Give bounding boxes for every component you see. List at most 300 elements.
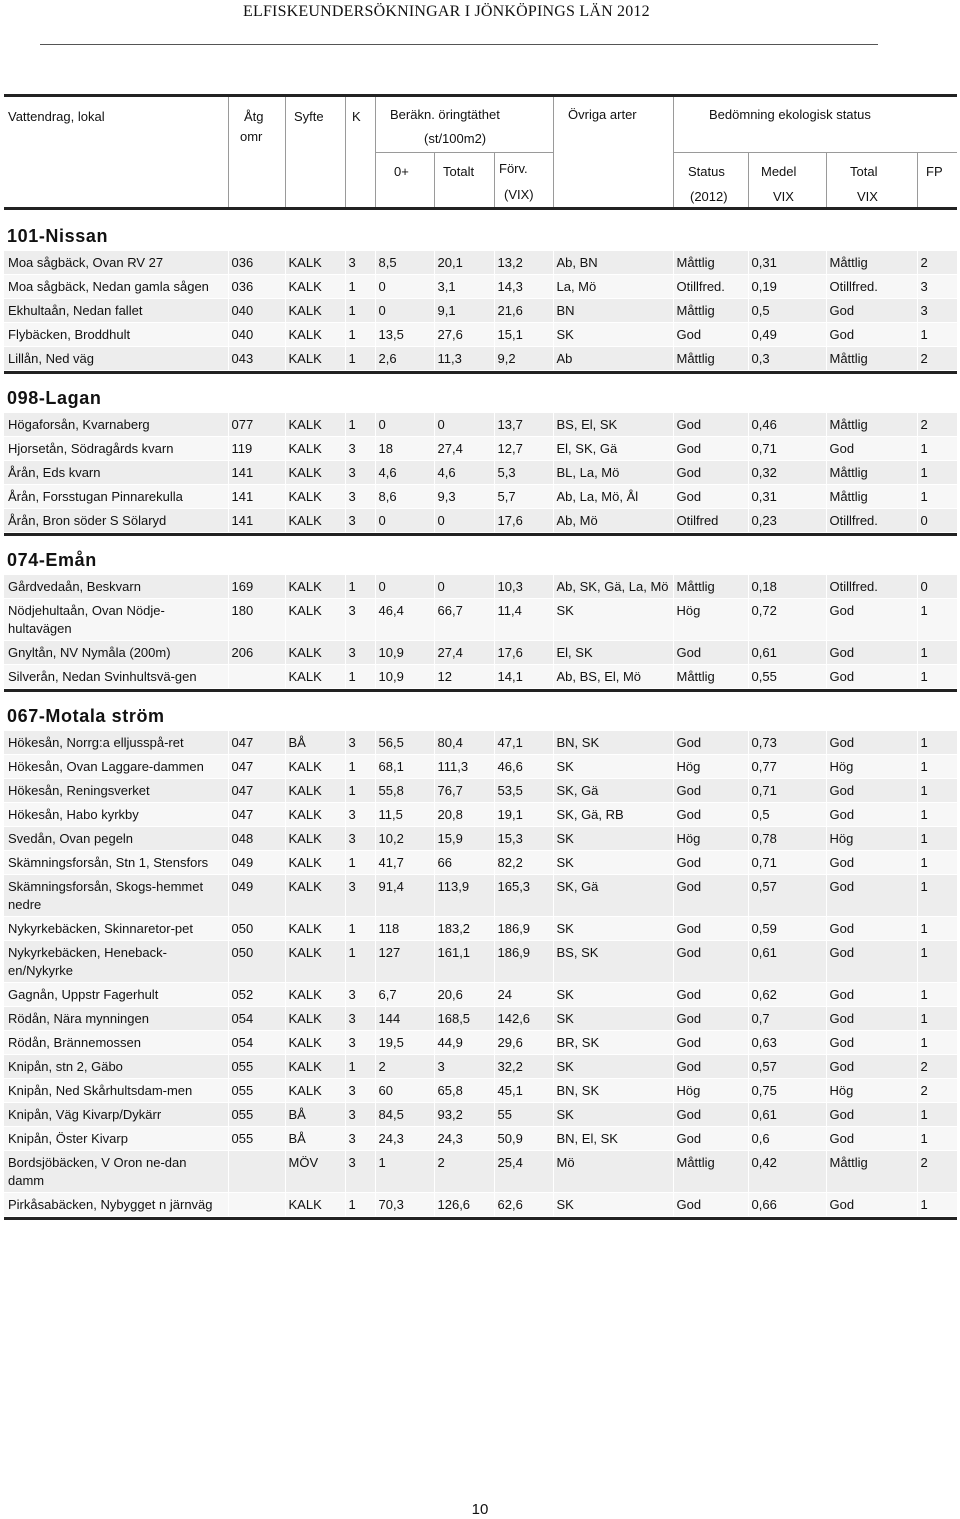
table-cell: 15,1 [494, 323, 553, 347]
header-top-rule [4, 94, 957, 97]
table-cell: 036 [228, 275, 285, 299]
table-cell: KALK [285, 299, 345, 323]
table-cell: 3 [345, 1103, 375, 1127]
table-cell: Flybäcken, Broddhult [4, 323, 228, 347]
table-cell: SK [553, 1103, 673, 1127]
table-cell: 118 [375, 917, 434, 941]
col-total: Total [850, 164, 878, 179]
table-cell: 0 [375, 413, 434, 437]
table-row [4, 755, 957, 779]
table-cell: 14,1 [494, 665, 553, 689]
table-cell: 10,9 [375, 641, 434, 665]
table-cell: 141 [228, 509, 285, 533]
table-row [4, 437, 957, 461]
table-cell: 20,8 [434, 803, 494, 827]
table-cell: 53,5 [494, 779, 553, 803]
table-cell: SK [553, 323, 673, 347]
table-cell: Rödån, Brännemossen [4, 1031, 228, 1055]
table-cell: God [826, 641, 917, 665]
table-cell: 93,2 [434, 1103, 494, 1127]
table-cell: 0,5 [748, 803, 826, 827]
table-cell: BN [553, 299, 673, 323]
table-cell: 048 [228, 827, 285, 851]
table-cell: 055 [228, 1127, 285, 1151]
table-cell: Måttlig [673, 665, 748, 689]
table-cell: KALK [285, 755, 345, 779]
table-cell: 0,32 [748, 461, 826, 485]
table-cell: SK [553, 1055, 673, 1079]
table-cell: 0,66 [748, 1193, 826, 1217]
table-cell: 1 [917, 437, 957, 461]
table-cell: God [826, 1103, 917, 1127]
table-cell: 11,5 [375, 803, 434, 827]
table-cell: 13,2 [494, 251, 553, 275]
table-cell: El, SK [553, 641, 673, 665]
table-cell: Lillån, Ned väg [4, 347, 228, 371]
table-cell: 0,23 [748, 509, 826, 533]
table-cell: 12,7 [494, 437, 553, 461]
table-cell: 050 [228, 941, 285, 983]
table-cell: 12 [434, 665, 494, 689]
table-cell: Mö [553, 1151, 673, 1193]
table-cell: Nykyrkebäcken, Heneback-en/Nykyrke [4, 941, 228, 983]
table-cell: 13,7 [494, 413, 553, 437]
table-cell: 5,3 [494, 461, 553, 485]
table-cell: 047 [228, 779, 285, 803]
table-cell: BÅ [285, 1127, 345, 1151]
table-cell: 0,31 [748, 485, 826, 509]
table-cell: Hög [673, 1079, 748, 1103]
table-cell: Hökesån, Reningsverket [4, 779, 228, 803]
table-cell: God [673, 851, 748, 875]
table-cell: God [826, 1007, 917, 1031]
table-cell: 0,55 [748, 665, 826, 689]
table-cell: 5,7 [494, 485, 553, 509]
table-cell: 0,49 [748, 323, 826, 347]
section-title: 074-Emån [7, 550, 97, 570]
table-cell: God [673, 941, 748, 983]
section-title: 067-Motala ström [7, 706, 165, 726]
table-cell: 119 [228, 437, 285, 461]
table-cell: 0 [375, 575, 434, 599]
table-row [4, 461, 957, 485]
table-cell: 1 [917, 665, 957, 689]
table-cell: 047 [228, 755, 285, 779]
table-cell: 2 [917, 413, 957, 437]
table-cell: KALK [285, 347, 345, 371]
table-cell: 0,18 [748, 575, 826, 599]
table-cell: 10,9 [375, 665, 434, 689]
table-cell: KALK [285, 461, 345, 485]
table-cell: 65,8 [434, 1079, 494, 1103]
table-cell: 1 [345, 941, 375, 983]
col-atg: Åtg [244, 109, 264, 124]
table-cell: Hög [673, 755, 748, 779]
table-cell: 24 [494, 983, 553, 1007]
table-cell: 111,3 [434, 755, 494, 779]
table-cell: 15,3 [494, 827, 553, 851]
table-cell: KALK [285, 485, 345, 509]
col-totalt: Totalt [443, 164, 475, 179]
table-cell: 186,9 [494, 917, 553, 941]
table-cell: 66,7 [434, 599, 494, 641]
col-forv-2: (VIX) [504, 187, 534, 202]
table-cell: 047 [228, 803, 285, 827]
table-row [4, 347, 957, 371]
table-row [4, 323, 957, 347]
table-cell: 3 [345, 1079, 375, 1103]
table-cell: 055 [228, 1103, 285, 1127]
table-cell: KALK [285, 1007, 345, 1031]
table-cell: 1 [917, 755, 957, 779]
table-cell: KALK [285, 1079, 345, 1103]
col-status: Status [688, 164, 725, 179]
table-cell: KALK [285, 983, 345, 1007]
table-cell: 1 [375, 1151, 434, 1193]
table-cell: SK, Gä [553, 875, 673, 917]
table-cell: 1 [917, 1127, 957, 1151]
table-cell: God [673, 1103, 748, 1127]
table-cell: 27,6 [434, 323, 494, 347]
table-cell: BN, SK [553, 731, 673, 755]
table-cell: 32,2 [494, 1055, 553, 1079]
table-row [4, 509, 957, 533]
table-cell: 8,6 [375, 485, 434, 509]
table-cell: SK [553, 851, 673, 875]
table-cell: 45,1 [494, 1079, 553, 1103]
table-cell: Årån, Bron söder S Sölaryd [4, 509, 228, 533]
table-cell: God [673, 779, 748, 803]
table-cell: 0 [375, 275, 434, 299]
table-cell: Ab, BN [553, 251, 673, 275]
table-cell: Hökesån, Ovan Laggare-dammen [4, 755, 228, 779]
table-cell: 0,73 [748, 731, 826, 755]
table-cell: Knipån, Ned Skårhultsdam-men [4, 1079, 228, 1103]
table-cell: Gnyltån, NV Nymåla (200m) [4, 641, 228, 665]
section-row [4, 536, 957, 575]
table-cell: 1 [917, 875, 957, 917]
table-cell: 4,6 [375, 461, 434, 485]
table-row [4, 251, 957, 275]
table-cell: 0,57 [748, 1055, 826, 1079]
table-cell: God [826, 875, 917, 917]
table-cell: 1 [917, 983, 957, 1007]
table-cell: Hjorsetån, Södragårds kvarn [4, 437, 228, 461]
table-cell: 1 [345, 755, 375, 779]
table-cell: Hög [673, 599, 748, 641]
table-cell: God [673, 803, 748, 827]
table-cell: 50,9 [494, 1127, 553, 1151]
table-cell: God [826, 983, 917, 1007]
table-cell: 2 [917, 1079, 957, 1103]
table-cell: Måttlig [673, 251, 748, 275]
table-cell: 049 [228, 851, 285, 875]
col-bedomning: Bedömning ekologisk status [709, 107, 871, 122]
table-cell: SK [553, 599, 673, 641]
table-cell: SK [553, 827, 673, 851]
table-cell: 66 [434, 851, 494, 875]
table-cell: Hög [673, 827, 748, 851]
section-row [4, 212, 957, 251]
table-cell: Måttlig [673, 347, 748, 371]
table-cell [228, 1151, 285, 1193]
table-cell: Otillfred. [673, 275, 748, 299]
table-cell: 1 [917, 803, 957, 827]
table-cell: KALK [285, 413, 345, 437]
table-row [4, 275, 957, 299]
table-row [4, 599, 957, 641]
table-cell: 1 [345, 1055, 375, 1079]
col-status-2: (2012) [690, 189, 728, 204]
table-cell: 0,78 [748, 827, 826, 851]
table-cell: 077 [228, 413, 285, 437]
table-cell: God [673, 1127, 748, 1151]
table-cell: 9,3 [434, 485, 494, 509]
table-cell: Skämningsforsån, Stn 1, Stensfors [4, 851, 228, 875]
table-cell: God [673, 1031, 748, 1055]
col-ovriga: Övriga arter [568, 107, 637, 122]
table-cell: 0,61 [748, 641, 826, 665]
table-cell: 052 [228, 983, 285, 1007]
table-cell: Nödjehultaån, Ovan Nödje-hultavägen [4, 599, 228, 641]
table-cell: 3 [345, 731, 375, 755]
table-cell: Ab [553, 347, 673, 371]
col-medel-2: VIX [773, 189, 794, 204]
table-cell: 18 [375, 437, 434, 461]
table-cell: God [826, 1031, 917, 1055]
table-cell: 3 [345, 509, 375, 533]
table-cell: 141 [228, 461, 285, 485]
table-cell: God [826, 299, 917, 323]
table-cell: 3 [345, 1151, 375, 1193]
table-cell: 9,1 [434, 299, 494, 323]
table-cell: SK [553, 1193, 673, 1217]
table-cell: 1 [917, 779, 957, 803]
table-cell [228, 1193, 285, 1217]
table-cell: 0,59 [748, 917, 826, 941]
table-row [4, 731, 957, 755]
table-cell: 0,19 [748, 275, 826, 299]
table-cell: 0,71 [748, 437, 826, 461]
table-cell: 0,75 [748, 1079, 826, 1103]
table-cell: God [673, 983, 748, 1007]
table-cell: 0 [434, 575, 494, 599]
table-cell: 1 [917, 1193, 957, 1217]
table-cell: KALK [285, 599, 345, 641]
table-cell: 27,4 [434, 437, 494, 461]
table-cell: Otilfred [673, 509, 748, 533]
table-row [4, 983, 957, 1007]
table-cell: 29,6 [494, 1031, 553, 1055]
table-cell: God [826, 1127, 917, 1151]
table-cell: SK [553, 1007, 673, 1031]
table-cell: God [673, 485, 748, 509]
table-cell: God [826, 437, 917, 461]
table-cell: 3 [345, 1031, 375, 1055]
table-cell: 47,1 [494, 731, 553, 755]
header-bottom-rule [4, 207, 957, 210]
table-cell: KALK [285, 251, 345, 275]
table-cell: BR, SK [553, 1031, 673, 1055]
table-cell: 41,7 [375, 851, 434, 875]
table-cell: BS, SK [553, 941, 673, 983]
table-cell: 10,2 [375, 827, 434, 851]
table-cell: Måttlig [673, 1151, 748, 1193]
table-cell: 3 [345, 461, 375, 485]
table-cell: Knipån, Väg Kivarp/Dykärr [4, 1103, 228, 1127]
table-cell: 19,1 [494, 803, 553, 827]
table-cell: 80,4 [434, 731, 494, 755]
table-cell: SK, Gä [553, 779, 673, 803]
table-cell: 0,5 [748, 299, 826, 323]
table-cell: 183,2 [434, 917, 494, 941]
table-cell: 050 [228, 917, 285, 941]
table-cell: 0,6 [748, 1127, 826, 1151]
table-cell: KALK [285, 323, 345, 347]
table-cell: Nykyrkebäcken, Skinnaretor-pet [4, 917, 228, 941]
table-cell: 14,3 [494, 275, 553, 299]
table-cell: 054 [228, 1007, 285, 1031]
table-cell: 3,1 [434, 275, 494, 299]
table-cell: 3 [345, 485, 375, 509]
table-cell: KALK [285, 437, 345, 461]
table-cell: 4,6 [434, 461, 494, 485]
table-cell: 55,8 [375, 779, 434, 803]
table-cell: Hög [826, 1079, 917, 1103]
table-cell: 1 [345, 665, 375, 689]
table-cell: 68,1 [375, 755, 434, 779]
col-forv: Förv. [499, 161, 528, 176]
table-cell: 24,3 [375, 1127, 434, 1151]
table-cell: 55 [494, 1103, 553, 1127]
table-row [4, 1007, 957, 1031]
table-cell: 3 [345, 1007, 375, 1031]
table-cell: 1 [345, 851, 375, 875]
page-number: 10 [471, 1501, 489, 1518]
table-cell: Årån, Eds kvarn [4, 461, 228, 485]
table-cell: 2 [434, 1151, 494, 1193]
table-cell: Hökesån, Habo kyrkby [4, 803, 228, 827]
table-cell: 1 [917, 461, 957, 485]
table-cell: 0,71 [748, 779, 826, 803]
table-row [4, 941, 957, 983]
table-cell: God [673, 437, 748, 461]
table-row [4, 1151, 957, 1193]
table-cell: 84,5 [375, 1103, 434, 1127]
table-cell: 15,9 [434, 827, 494, 851]
table-cell: Knipån, stn 2, Gäbo [4, 1055, 228, 1079]
table-header [4, 94, 957, 210]
col-lokal: Vattendrag, lokal [8, 109, 105, 124]
table-cell: KALK [285, 509, 345, 533]
col-k: K [352, 109, 361, 124]
table-cell: 60 [375, 1079, 434, 1103]
table-row [4, 1031, 957, 1055]
table-cell: BÅ [285, 731, 345, 755]
table-cell: MÖV [285, 1151, 345, 1193]
table-cell: God [673, 461, 748, 485]
table-cell: 126,6 [434, 1193, 494, 1217]
table-cell: 1 [345, 1193, 375, 1217]
table-cell: Otillfred. [826, 509, 917, 533]
table-cell: God [826, 1055, 917, 1079]
table-cell: 25,4 [494, 1151, 553, 1193]
col-fp: FP [926, 164, 943, 179]
table-cell: 1 [917, 323, 957, 347]
table-cell: 0 [434, 509, 494, 533]
table-cell: 3 [345, 803, 375, 827]
table-cell: Svedån, Ovan pegeln [4, 827, 228, 851]
table-cell: KALK [285, 575, 345, 599]
table-row [4, 851, 957, 875]
table-cell: 1 [345, 347, 375, 371]
table-cell: Måttlig [673, 299, 748, 323]
table-cell: God [826, 779, 917, 803]
table-cell: KALK [285, 875, 345, 917]
table-cell: God [673, 917, 748, 941]
table-cell: BN, El, SK [553, 1127, 673, 1151]
table-cell: 27,4 [434, 641, 494, 665]
table-cell: Skämningsforsån, Skogs-hemmet nedre [4, 875, 228, 917]
table-cell: 46,4 [375, 599, 434, 641]
table-cell: 2,6 [375, 347, 434, 371]
table-cell: BÅ [285, 1103, 345, 1127]
section-end-rule [4, 1217, 957, 1221]
table-cell: 2 [375, 1055, 434, 1079]
table-cell: 165,3 [494, 875, 553, 917]
table-cell: 56,5 [375, 731, 434, 755]
table-row [4, 413, 957, 437]
table-cell [228, 665, 285, 689]
table-cell: Hög [826, 827, 917, 851]
table-cell: 206 [228, 641, 285, 665]
table-cell: Ekhultaån, Nedan fallet [4, 299, 228, 323]
table-cell: God [826, 665, 917, 689]
table-cell: 10,3 [494, 575, 553, 599]
table-row [4, 1103, 957, 1127]
table-cell: 055 [228, 1079, 285, 1103]
table-cell: BS, El, SK [553, 413, 673, 437]
table-cell: Pirkåsabäcken, Nybygget n järnväg [4, 1193, 228, 1217]
table-cell: God [826, 731, 917, 755]
table-row [4, 1193, 957, 1217]
table-cell: Måttlig [826, 413, 917, 437]
table-cell: 3 [345, 599, 375, 641]
table-cell: Ab, BS, El, Mö [553, 665, 673, 689]
table-cell: God [826, 851, 917, 875]
table-cell: 040 [228, 299, 285, 323]
table-cell: 1 [917, 917, 957, 941]
table-cell: 20,1 [434, 251, 494, 275]
table-cell: 169 [228, 575, 285, 599]
table-cell: SK, Gä, RB [553, 803, 673, 827]
table-cell: 0,62 [748, 983, 826, 1007]
table-cell: God [673, 1055, 748, 1079]
table-cell: 1 [917, 641, 957, 665]
table-row [4, 779, 957, 803]
table-cell: KALK [285, 1031, 345, 1055]
table-cell: 91,4 [375, 875, 434, 917]
table-cell: 1 [917, 1031, 957, 1055]
table-cell: 1 [917, 851, 957, 875]
table-cell: 0,71 [748, 851, 826, 875]
table-cell: Måttlig [826, 461, 917, 485]
table-cell: 0,46 [748, 413, 826, 437]
table-cell: 113,9 [434, 875, 494, 917]
header-rule [40, 44, 878, 45]
table-cell: 0,57 [748, 875, 826, 917]
table-cell: Måttlig [826, 1151, 917, 1193]
